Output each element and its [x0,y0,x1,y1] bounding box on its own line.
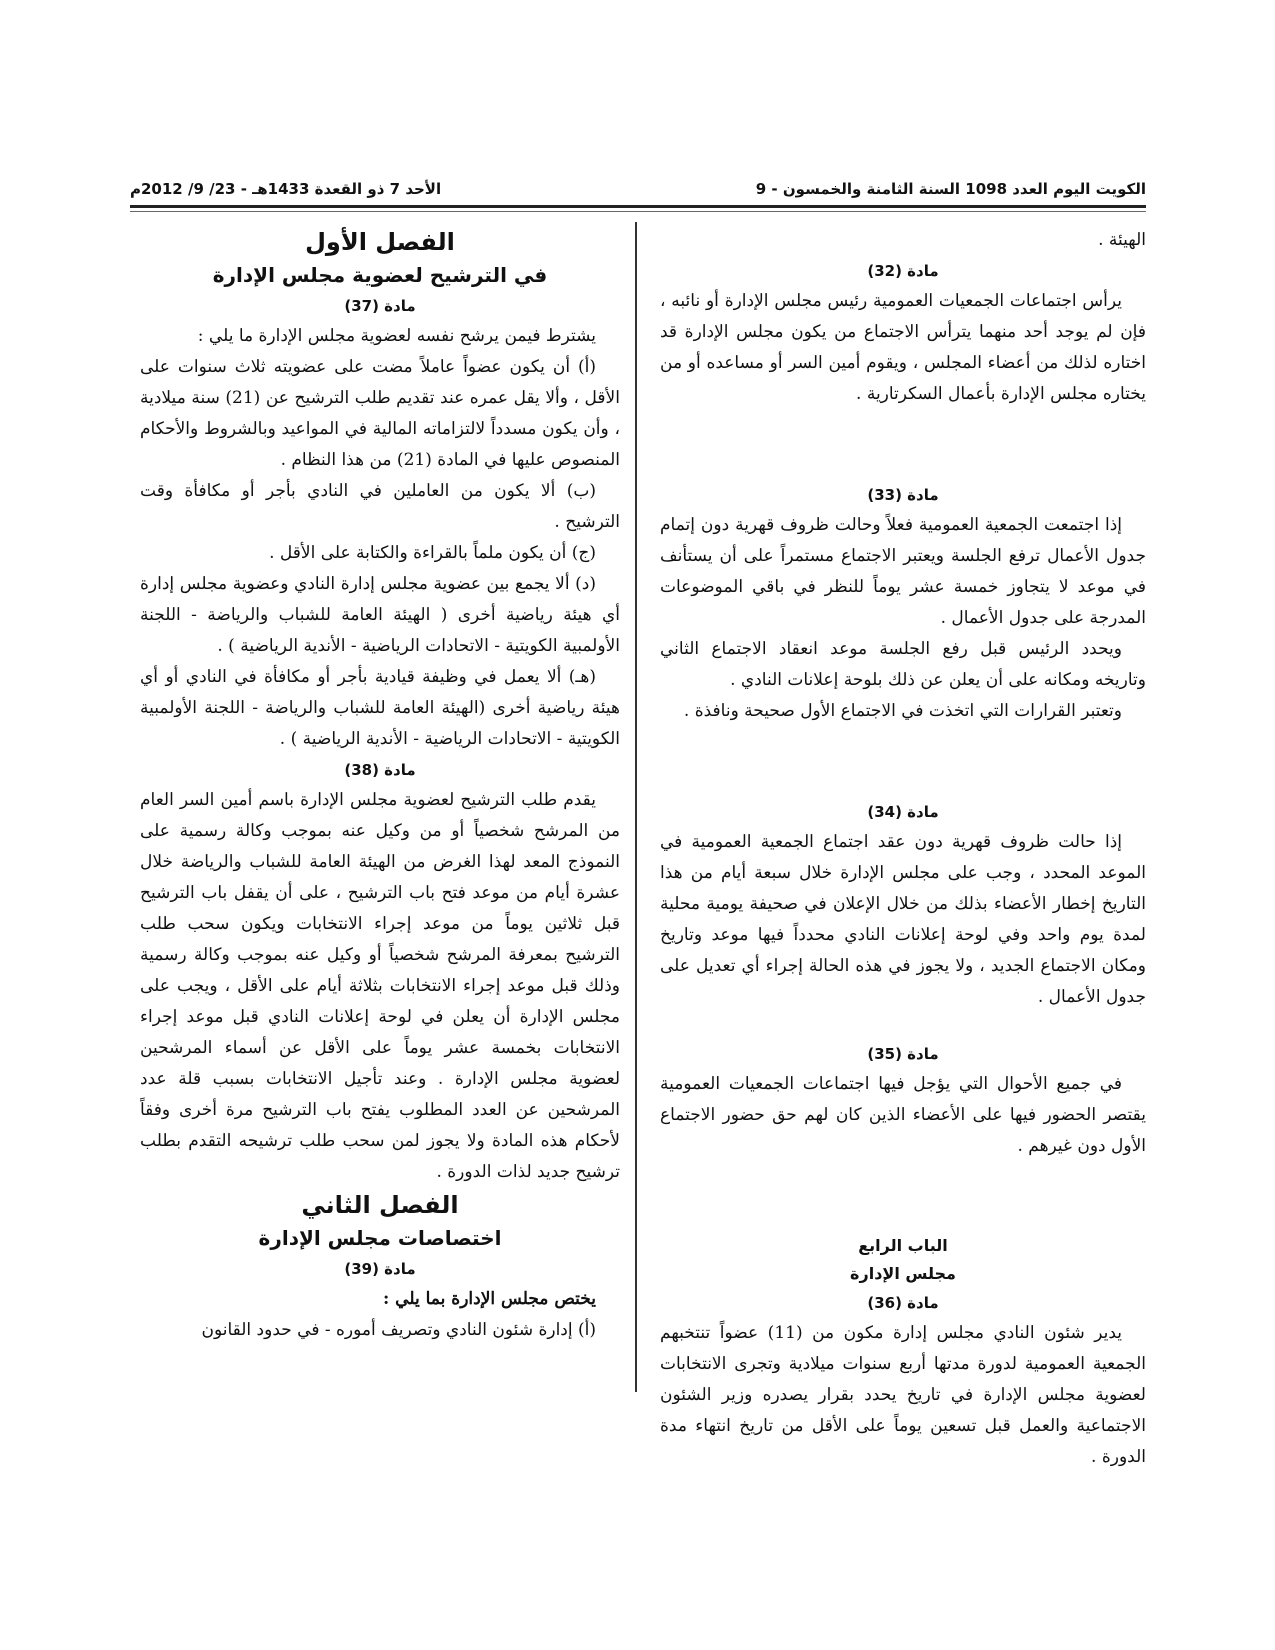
chapter-1-subtitle: في الترشيح لعضوية مجلس الإدارة [212,263,548,287]
article-39-intro: يختص مجلس الإدارة بما يلي : [382,1289,596,1309]
article-38-text: يقدم طلب الترشيح لعضوية مجلس الإدارة باسم أمين السر العام من المرشح شخصياً أو من وكيل عنه بموجب وكالة رسمية على النموذج المعد لهذا الغرض من الهيئة العامة للشباب والرياضة خلال عشرة أيام من موعد فتح باب الترشيح ، على أن يقفل باب الترشيح قبل ثلاثين يوماً من موعد إجراء الانتخابات ويكون سحب طلب الترشيح بمعرفة المرشح شخصياً أو وكيل عنه بموجب وكالة رسمية وذلك قبل موعد إجراء الانتخابات بثلاثة أيام على الأقل ، ويجب على مجلس الإدارة أن يعلن في لوحة إعلانات النادي قبل موعد إجراء الانتخابات بخمسة عشر يوماً على الأقل عن أسماء المرشحين لعضوية مجلس الإدارة . وعند تأجيل الانتخابات بسبب قلة عدد المرشحين عن العدد المطلوب يفتح باب الترشيح مرة أخرى وفقاً لأحكام هذه المادة ولا يجوز لمن سحب طلب ترشيحه التقدم بطلب ترشيح جديد لذات الدورة . [140,790,620,1182]
intro-text: الهيئة . [1098,230,1146,250]
article-34-text: إذا حالت ظروف قهرية دون عقد اجتماع الجمعية العمومية في الموعد المحدد ، وجب على مجلس الإدارة خلال سبعة أيام من هذا التاريخ إخطار الأعضاء بذلك من خلال الإعلان في صحيفة يومية محلية لمدة يوم واحد وفي لوحة إعلانات النادي محدداً فيها موعد وتاريخ ومكان الاجتماع الجديد ، ولا يجوز في هذه الحالة إجراء أي تعديل على جدول الأعمال . [660,832,1146,1007]
left-column [140,225,620,1346]
page-header [130,176,1146,204]
article-37-title: مادة (37) [344,297,416,315]
article-32-text: يرأس اجتماعات الجمعيات العمومية رئيس مجلس الإدارة أو نائبه ، فإن لم يوجد أحد منهما يترأس الاجتماع من يكون مجلس الإدارة قد اختاره لذلك من أعضاء المجلس ، ويقوم أمين السر أو مساعده أو من يختاره مجلس الإدارة بأعمال السكرتارية . [660,291,1146,404]
article-37-item-c: (ج) أن يكون ملماً بالقراءة والكتابة على الأقل . [269,543,596,563]
article-37-item-b: (ب) ألا يكون من العاملين في النادي بأجر أو مكافأة وقت الترشيح . [140,481,620,532]
article-37-item-d: (د) ألا يجمع بين عضوية مجلس إدارة النادي وعضوية مجلس إدارة أي هيئة رياضية أخرى ( الهيئة العامة للشباب والرياضة - اللجنة الأولمبية الكويتية - الاتحادات الرياضية - الأندية الرياضية ) . [140,574,620,656]
article-32-title: مادة (32) [867,262,939,280]
article-35-title: مادة (35) [867,1045,939,1063]
article-33-text-2: ويحدد الرئيس قبل رفع الجلسة موعد انعقاد الاجتماع الثاني وتاريخه ومكانه على أن يعلن عن ذلك بلوحة إعلانات النادي . [660,639,1146,690]
article-33-text-3: وتعتبر القرارات التي اتخذت في الاجتماع الأول صحيحة ونافذة . [683,701,1122,721]
chapter-2-subtitle: اختصاصات مجلس الإدارة [258,1226,502,1250]
article-36-title: مادة (36) [867,1294,939,1312]
right-column [660,225,1146,1473]
article-39-item-a: (أ) إدارة شئون النادي وتصريف أموره - في حدود القانون [201,1320,596,1340]
article-35-text: في جميع الأحوال التي يؤجل فيها اجتماعات الجمعيات العمومية يقتصر الحضور فيها على الأعضاء الذين كان لهم حق حضور الاجتماع الأول دون غيرهم . [660,1074,1146,1156]
part-4-subtitle: مجلس الإدارة [850,1264,956,1283]
article-38-title: مادة (38) [344,761,416,779]
part-4-title: الباب الرابع [858,1236,948,1255]
article-37-item-e: (هـ) ألا يعمل في وظيفة قيادية بأجر أو مكافأة في النادي أو أي هيئة رياضية أخرى (الهيئة العامة للشباب والرياضة - اللجنة الأولمبية الكويتية - الاتحادات الرياضية - الأندية الرياضية ) . [140,667,620,749]
header-issue-info: الكويت اليوم العدد 1098 السنة الثامنة والخمسون - 9 [755,180,1146,198]
column-divider [635,222,637,1392]
article-33-title: مادة (33) [867,486,939,504]
header-date: الأحد 7 ذو القعدة 1433هـ - 23/ 9/ 2012م [130,180,442,198]
header-rule-thin [130,211,1146,212]
header-rule [130,205,1146,208]
article-37-item-a: (أ) أن يكون عضواً عاملاً مضت على عضويته ثلاث سنوات على الأقل ، وألا يقل عمره عند تقديم طلب الترشيح عن (21) سنة ميلادية ، وأن يكون مسدداً لالتزاماته المالية في المواعيد وبالشروط والأحكام المنصوص عليها في المادة (21) من هذا النظام . [140,357,620,470]
article-37-intro: يشترط فيمن يرشح نفسه لعضوية مجلس الإدارة ما يلي : [197,326,596,346]
chapter-2-title: الفصل الثاني [301,1191,459,1219]
article-36-text: يدير شئون النادي مجلس إدارة مكون من (11) عضواً تنتخبهم الجمعية العمومية لدورة مدتها أربع سنوات ميلادية وتجرى الانتخابات لعضوية مجلس الإدارة في تاريخ يحدد بقرار يصدره وزير الشئون الاجتماعية والعمل قبل تسعين يوماً على الأقل من تاريخ انتهاء مدة الدورة . [660,1323,1146,1467]
article-33-text-1: إذا اجتمعت الجمعية العمومية فعلاً وحالت ظروف قهرية دون إتمام جدول الأعمال ترفع الجلسة ويعتبر الاجتماع مستمراً على أن يستأنف في موعد لا يتجاوز خمسة عشر يوماً للنظر في باقي الموضوعات المدرجة على جدول الأعمال . [660,515,1146,628]
article-34-title: مادة (34) [867,803,939,821]
chapter-1-title: الفصل الأول [305,228,455,256]
article-39-title: مادة (39) [344,1260,416,1278]
